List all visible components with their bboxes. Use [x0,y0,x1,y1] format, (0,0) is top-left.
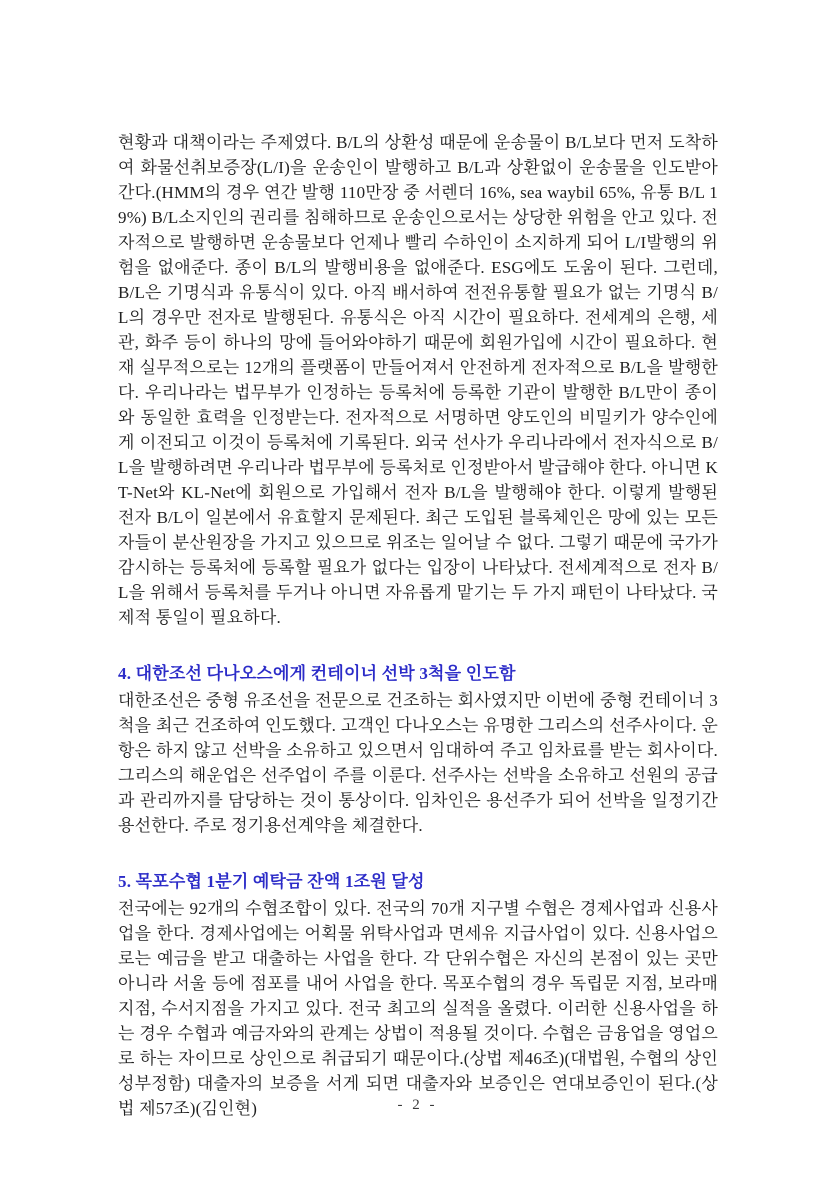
page-number: - 2 - [397,1097,438,1113]
page-footer [0,1093,835,1118]
section-5-heading: 5. 목포수협 1분기 예탁금 잔액 1조원 달성 [118,872,425,891]
continuation-paragraph: 현황과 대책이라는 주제였다. B/L의 상환성 때문에 운송물이 B/L보다 먼저 도착하여 화물선취보증장(L/I)을 운송인이 발행하고 B/L과 상환없이 운송물을 인도받아간다.(HMM의 경우 연간 발행 110만장 중 서렌더 16%, sea waybil 65%, 유통 B/L 19%) B/L소지인의 권리를 침해하므로 운송인으로서는 상당한 위험을 안고 있다. 전자적으로 발행하면 운송물보다 언제나 빨리 수하인이 소지하게 되어 L/I발행의 위험을 없애준다. 종이 B/L의 발행비용을 없애준다. ESG에도 도움이 된다. 그런데, B/L은 기명식과 유통식이 있다. 아직 배서하여 전전유통할 필요가 없는 기명식 B/L의 경우만 전자로 발행된다. 유통식은 아직 시간이 필요하다. 전세계의 은행, 세관, 화주 등이 하나의 망에 들어와야하기 때문에 회원가입에 시간이 필요하다. 현재 실무적으로는 12개의 플랫폼이 만들어져서 안전하게 전자적으로 B/L을 발행한다. 우리나라는 법무부가 인정하는 등록처에 등록한 기관이 발행한 B/L만이 종이와 동일한 효력을 인정받는다. 전자적으로 서명하면 양도인의 비밀키가 양수인에게 이전되고 이것이 등록처에 기록된다. 외국 선사가 우리나라에서 전자식으로 B/L을 발행하려면 우리나라 법무부에 등록처로 인정받아서 발급해야 한다. 아니면 KT-Net와 KL-Net에 회원으로 가입해서 전자 B/L을 발행해야 한다. 이렇게 발행된 전자 B/L이 일본에서 유효할지 문제된다. 최근 도입된 블록체인은 망에 있는 모든 자들이 분산원장을 가지고 있으므로 위조는 일어날 수 없다. 그렇기 때문에 국가가 감시하는 등록처에 등록할 필요가 없다는 입장이 나타났다. 전세계적으로 전자 B/L을 위해서 등록처를 두거나 아니면 자유롭게 맡기는 두 가지 패턴이 나타났다. 국제적 통일이 필요하다. [118,133,718,627]
document-content [118,130,718,1121]
section-4-paragraph: 대한조선은 중형 유조선을 전문으로 건조하는 회사였지만 이번에 중형 컨테이너 3척을 최근 건조하여 인도했다. 고객인 다나오스는 유명한 그리스의 선주사이다. 운항은 하지 않고 선박을 소유하고 있으면서 임대하여 주고 임차료를 받는 회사이다. 그리스의 해운업은 선주업이 주를 이룬다. 선주사는 선박을 소유하고 선원의 공급과 관리까지를 담당하는 것이 통상이다. 임차인은 용선주가 되어 선박을 일정기간 용선한다. 주로 정기용선계약을 체결한다. [118,691,718,835]
section-4-heading: 4. 대한조선 다나오스에게 컨테이너 선박 3척을 인도함 [118,664,516,683]
section-5-paragraph: 전국에는 92개의 수협조합이 있다. 전국의 70개 지구별 수협은 경제사업과 신용사업을 한다. 경제사업에는 어획물 위탁사업과 면세유 지급사업이 있다. 신용사업으로는 예금을 받고 대출하는 사업을 한다. 각 단위수협은 자신의 본점이 있는 곳만 아니라 서울 등에 점포를 내어 사업을 한다. 목포수협의 경우 독립문 지점, 보라매 지점, 수서지점을 가지고 있다. 전국 최고의 실적을 올렸다. 이러한 신용사업을 하는 경우 수협과 예금자와의 관계는 상법이 적용될 것이다. 수협은 금융업을 영업으로 하는 자이므로 상인으로 취급되기 때문이다.(상법 제46조)(대법원, 수협의 상인성부정함) 대출자의 보증을 서게 되면 대출자와 보증인은 연대보증인이 된다.(상법 제57조)(김인현) [118,899,718,1118]
